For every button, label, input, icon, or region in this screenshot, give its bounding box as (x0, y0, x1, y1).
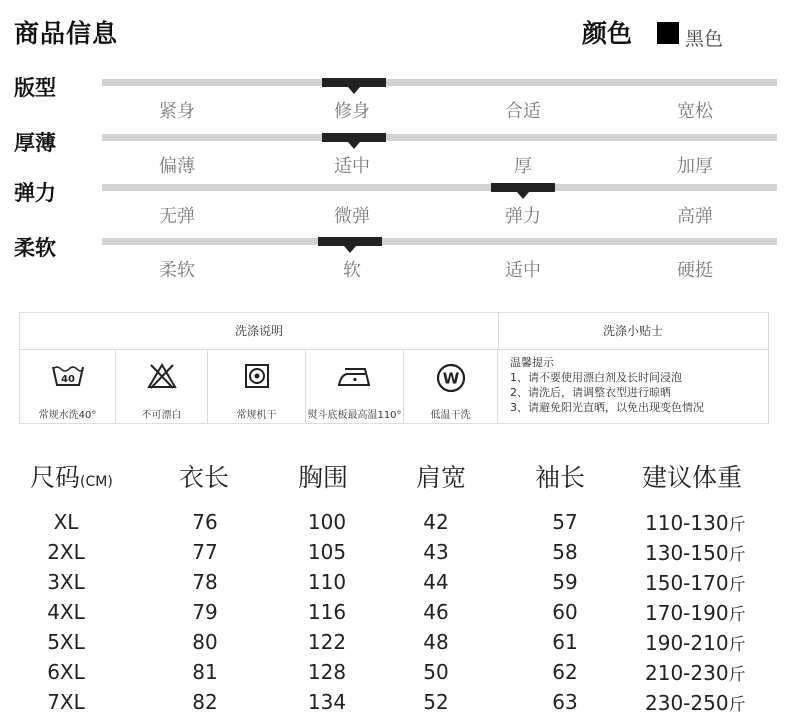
cell-shoulder: 44 (423, 570, 449, 594)
care-tips-title: 洗涤小贴士 (498, 313, 768, 350)
weight-unit: 斤 (728, 605, 746, 625)
page-title: 商品信息 (14, 19, 119, 48)
header-shoulder: 肩宽 (416, 463, 467, 492)
care-tips-list (510, 355, 704, 415)
weight-range: 170-190 (645, 601, 729, 625)
care-item-bleach (116, 349, 208, 424)
attribute-selected-marker (318, 237, 382, 246)
cell-sleeve: 58 (552, 540, 578, 564)
cell-length: 80 (192, 630, 218, 654)
header-length: 衣长 (179, 463, 230, 492)
attribute-label: 弹力 (14, 181, 56, 205)
cell-weight (645, 540, 746, 565)
cell-weight (645, 510, 746, 535)
cell-length: 76 (192, 510, 218, 534)
weight-unit: 斤 (728, 695, 746, 715)
attribute-option: 软 (343, 260, 361, 281)
cell-chest: 100 (307, 510, 347, 534)
attribute-option: 厚 (514, 156, 532, 177)
attribute-selected-marker (491, 183, 555, 192)
wash-temp: 40 (60, 374, 75, 385)
attribute-label: 柔软 (14, 236, 56, 260)
cell-shoulder: 48 (423, 630, 449, 654)
cell-sleeve: 62 (552, 660, 578, 684)
care-item-dryclean (404, 349, 498, 424)
cell-size: XL (53, 510, 79, 534)
attribute-option: 适中 (334, 156, 370, 177)
attribute-scale-track (102, 79, 777, 86)
no-bleach-icon (147, 363, 177, 389)
attribute-option: 偏薄 (159, 156, 195, 177)
tip-line: 3、请避免阳光直晒，以免出现变色情况 (510, 401, 704, 414)
attribute-option: 弹力 (505, 206, 541, 227)
care-item-wash (20, 349, 116, 424)
cell-sleeve: 60 (552, 600, 578, 624)
attribute-option: 柔软 (159, 260, 195, 281)
header-sleeve: 袖长 (535, 463, 586, 492)
weight-unit: 斤 (728, 575, 746, 595)
cell-sleeve: 59 (552, 570, 578, 594)
attribute-option: 加厚 (677, 156, 713, 177)
cell-length: 77 (192, 540, 218, 564)
weight-range: 150-170 (645, 571, 729, 595)
cell-shoulder: 46 (423, 600, 449, 624)
cell-sleeve: 61 (552, 630, 578, 654)
cell-chest: 110 (307, 570, 347, 594)
cell-chest: 116 (307, 600, 347, 624)
attribute-option: 微弹 (334, 206, 370, 227)
weight-unit: 斤 (728, 635, 746, 655)
attribute-option: 合适 (505, 101, 541, 122)
cell-size: 3XL (47, 570, 85, 594)
cell-chest: 134 (307, 690, 347, 714)
cell-length: 79 (192, 600, 218, 624)
color-swatch (657, 22, 679, 44)
cell-chest: 128 (307, 660, 347, 684)
cell-length: 78 (192, 570, 218, 594)
header-chest: 胸围 (298, 463, 349, 492)
care-caption: 常规水洗40° (38, 410, 97, 421)
header-size (30, 458, 113, 494)
header-size-label: 尺码 (30, 463, 81, 492)
cell-weight (645, 630, 746, 655)
cell-length: 81 (192, 660, 218, 684)
tip-line: 1、请不要使用漂白剂及长时间浸泡 (510, 371, 682, 384)
iron-icon (335, 363, 375, 389)
cell-weight (645, 600, 746, 625)
wash-40-icon (51, 363, 85, 389)
attribute-option: 修身 (334, 101, 370, 122)
care-caption: 低温干洗 (430, 410, 471, 421)
care-caption: 熨斗底板最高温110° (307, 410, 402, 421)
cell-chest: 122 (307, 630, 347, 654)
cell-sleeve: 57 (552, 510, 578, 534)
color-value: 黑色 (685, 28, 724, 50)
attribute-selected-marker (322, 78, 386, 87)
attribute-option: 高弹 (677, 206, 713, 227)
weight-unit: 斤 (728, 665, 746, 685)
weight-unit: 斤 (728, 515, 746, 535)
attribute-option: 宽松 (677, 101, 713, 122)
cell-sleeve: 63 (552, 690, 578, 714)
weight-range: 210-230 (645, 661, 729, 685)
dry-clean-letter: W (442, 369, 459, 388)
attribute-label: 厚薄 (14, 131, 56, 155)
weight-range: 230-250 (645, 691, 729, 715)
tip-line: 2、请洗后，请调整衣型进行晾晒 (510, 386, 671, 399)
color-label: 颜色 (582, 19, 633, 48)
attribute-option: 适中 (505, 260, 541, 281)
care-item-dry (208, 349, 306, 424)
attribute-option: 硬挺 (677, 260, 713, 281)
cell-shoulder: 42 (423, 510, 449, 534)
cell-size: 6XL (47, 660, 85, 684)
attribute-option: 紧身 (159, 101, 195, 122)
cell-size: 7XL (47, 690, 85, 714)
attribute-scale-track (102, 134, 777, 141)
weight-range: 130-150 (645, 541, 729, 565)
cell-shoulder: 43 (423, 540, 449, 564)
cell-size: 4XL (47, 600, 85, 624)
care-panel (19, 312, 769, 424)
header-weight: 建议体重 (642, 463, 743, 492)
cell-shoulder: 52 (423, 690, 449, 714)
cell-weight (645, 570, 746, 595)
header-size-unit: (CM) (80, 474, 113, 490)
attribute-selected-marker (322, 133, 386, 142)
tumble-dry-icon (244, 363, 270, 389)
dry-clean-w-icon (436, 363, 466, 393)
tip-line: 温馨提示 (510, 356, 554, 369)
cell-length: 82 (192, 690, 218, 714)
cell-weight (645, 660, 746, 685)
weight-range: 190-210 (645, 631, 729, 655)
attribute-scale-track (102, 238, 777, 245)
cell-size: 2XL (47, 540, 85, 564)
cell-size: 5XL (47, 630, 85, 654)
care-caption: 不可漂白 (141, 410, 182, 421)
cell-shoulder: 50 (423, 660, 449, 684)
attribute-option: 无弹 (159, 206, 195, 227)
care-instructions-title: 洗涤说明 (20, 313, 499, 350)
attribute-label: 版型 (14, 76, 56, 100)
cell-weight (645, 690, 746, 715)
attribute-scale-track (102, 184, 777, 191)
weight-range: 110-130 (645, 511, 729, 535)
cell-chest: 105 (307, 540, 347, 564)
care-caption: 常规机干 (236, 410, 277, 421)
care-item-iron (306, 349, 404, 424)
weight-unit: 斤 (728, 545, 746, 565)
